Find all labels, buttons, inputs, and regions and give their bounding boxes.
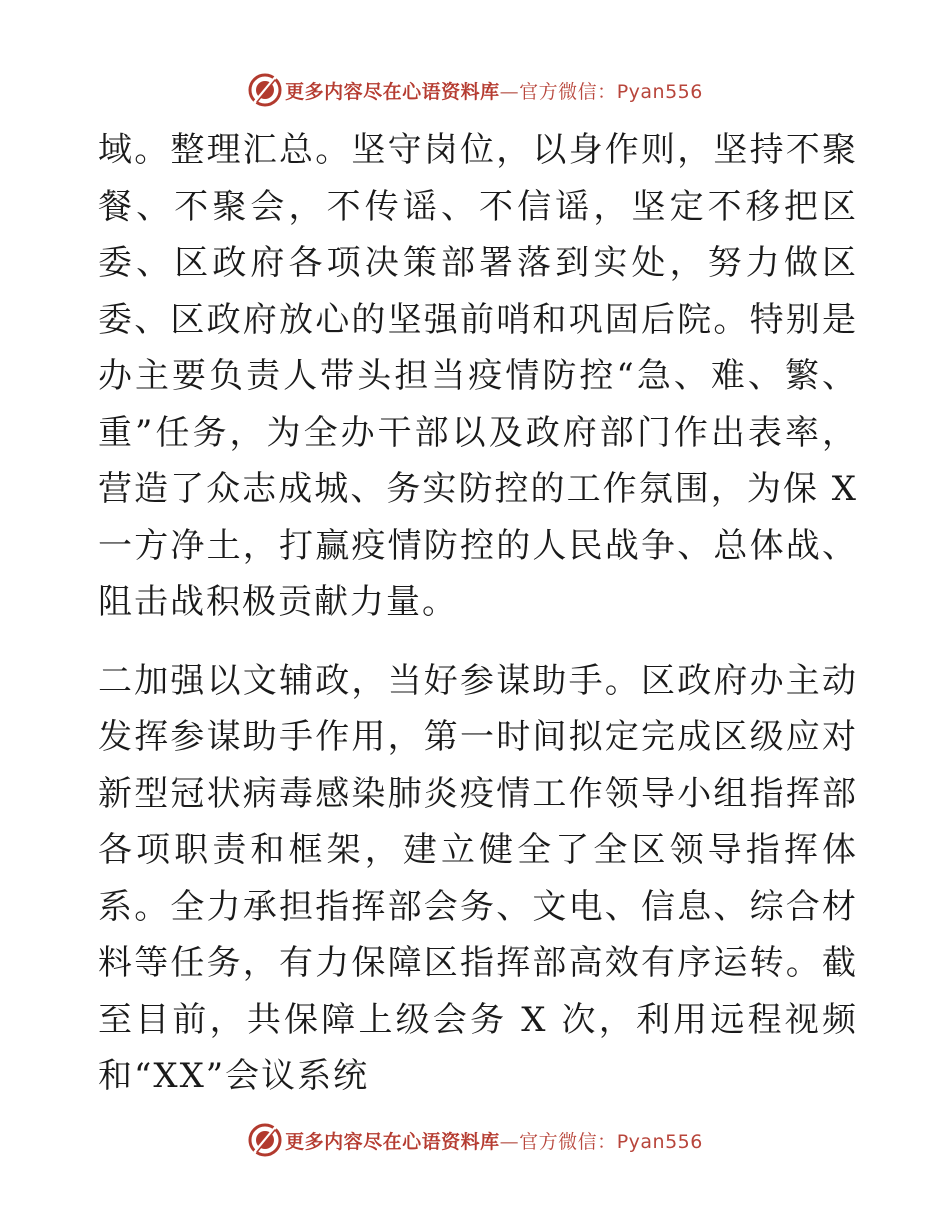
watermark-main: 更多内容尽在心语资料库 xyxy=(285,80,500,103)
watermark-text xyxy=(285,1127,703,1154)
watermark-wechat-id: Pyan556 xyxy=(616,1130,703,1153)
pen-seal-logo-icon xyxy=(247,72,283,108)
footer-watermark xyxy=(0,1118,950,1162)
paragraph-2: 二加强以文辅政，当好参谋助手。区政府办主动发挥参谋助手作用，第一时间拟定完成区级应对新型冠状病毒感染肺炎疫情工作领导小组指挥部各项职责和框架，建立健全了全区领导指挥体系。全力承担指挥部会务、文电、信息、综合材料等任务，有力保障区指挥部高效有序运转。截至目前，共保障上级会务 X 次，利用远程视频和“XX”会议系统 xyxy=(98,660,858,1096)
watermark-wechat-label: 官方微信： xyxy=(519,80,617,103)
watermark-dash: — xyxy=(499,80,520,103)
watermark-main: 更多内容尽在心语资料库 xyxy=(285,1130,500,1153)
document-body xyxy=(98,122,858,1105)
paragraph-1: 域。整理汇总。坚守岗位，以身作则，坚持不聚餐、不聚会，不传谣、不信谣，坚定不移把区委、区政府各项决策部署落到实处，努力做区委、区政府放心的坚强前哨和巩固后院。特别是办主要负责人带头担当疫情防控“急、难、繁、重”任务，为全办干部以及政府部门作出表率，营造了众志成城、务实防控的工作氛围，为保 X 一方净土，打赢疫情防控的人民战争、总体战、阻击战积极贡献力量。 xyxy=(98,130,858,622)
watermark-text xyxy=(285,77,703,104)
pen-seal-logo-icon xyxy=(247,1122,283,1158)
watermark-dash: — xyxy=(499,1130,520,1153)
header-watermark xyxy=(0,68,950,112)
watermark-wechat-id: Pyan556 xyxy=(616,80,703,103)
watermark-wechat-label: 官方微信： xyxy=(519,1130,617,1153)
